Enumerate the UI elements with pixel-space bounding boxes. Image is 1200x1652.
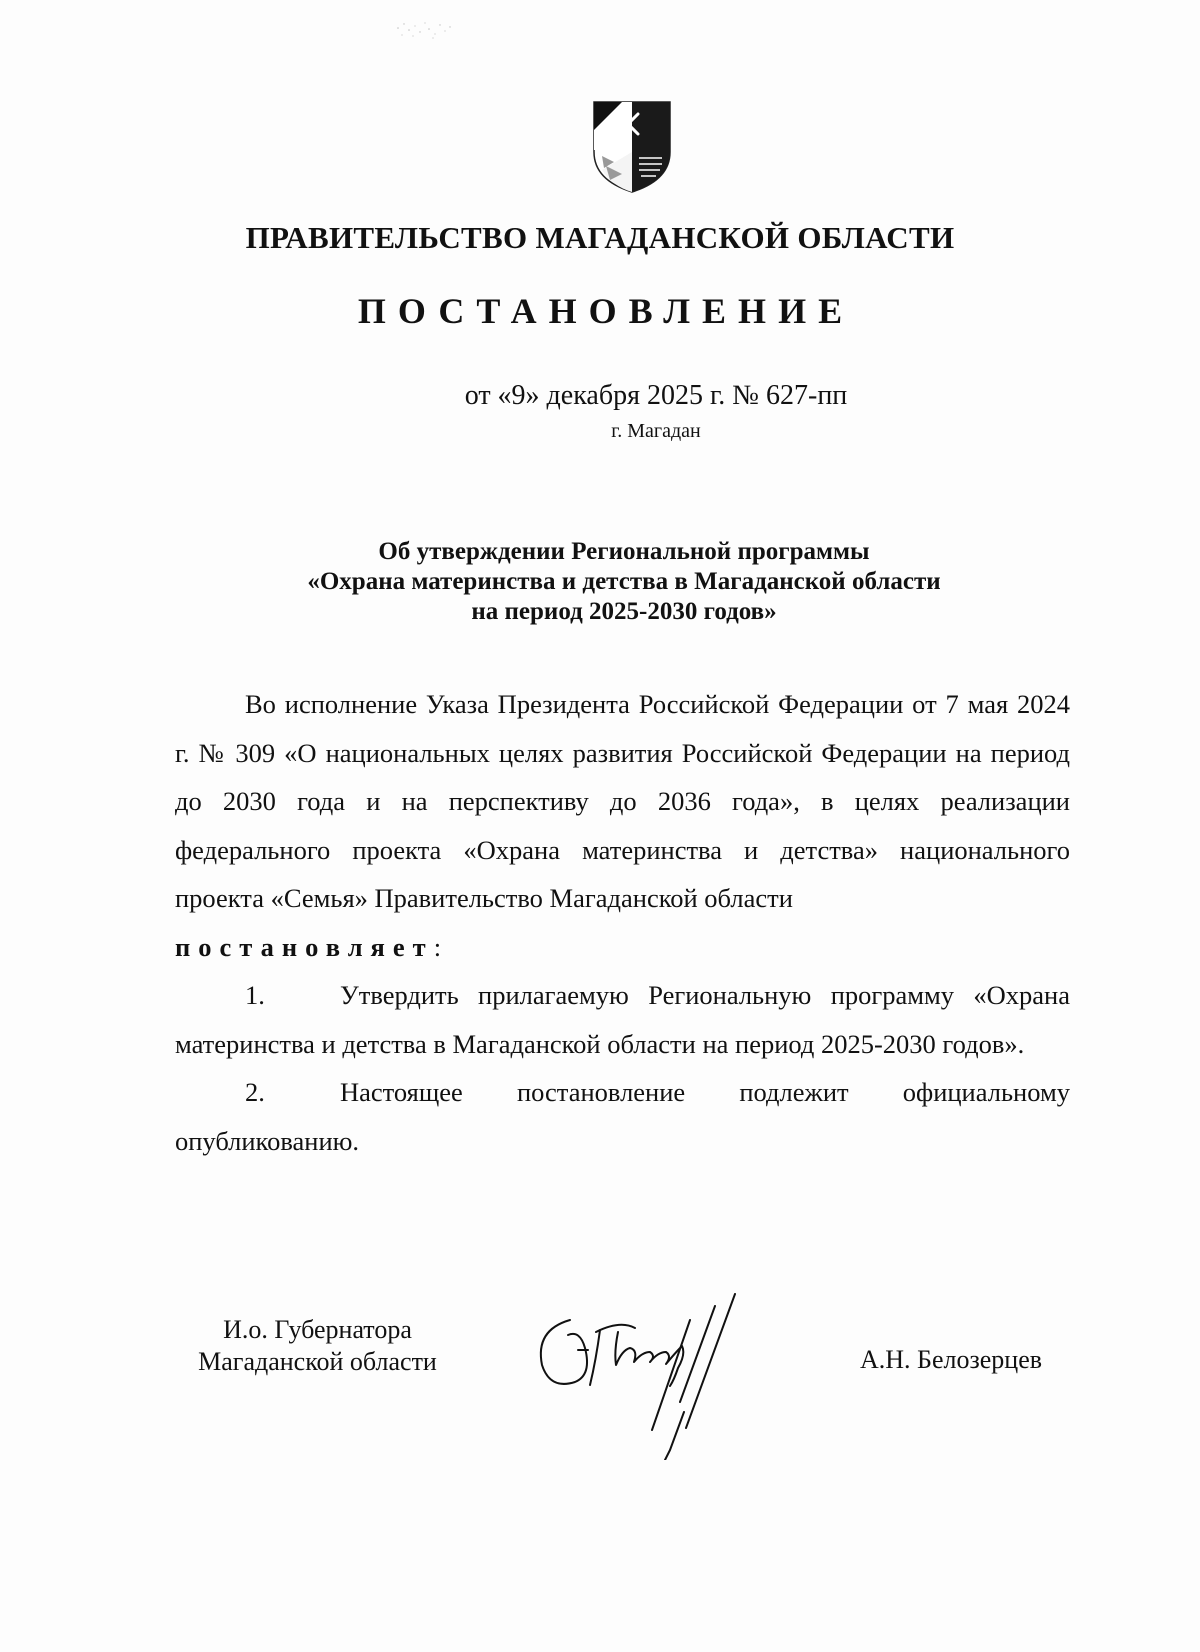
item-number: 1. <box>245 980 265 1010</box>
handwritten-signature-icon <box>530 1290 790 1460</box>
subject-line: «Охрана материнства и детства в Магаданской области <box>307 568 941 595</box>
document-body <box>175 680 1070 1165</box>
document-type: ПОСТАНОВЛЕНИЕ <box>357 291 855 331</box>
document-city: г. Магадан <box>611 420 701 442</box>
scan-noise-icon <box>395 20 455 42</box>
position-line: И.о. Губернатора <box>223 1315 412 1344</box>
government-title: ПРАВИТЕЛЬСТВО МАГАДАНСКОЙ ОБЛАСТИ <box>245 220 955 255</box>
resolution-item <box>175 1068 1070 1165</box>
resolves-paragraph <box>175 923 1070 972</box>
resolves-word: постановляет <box>175 931 434 962</box>
position-line: Магаданской области <box>198 1347 437 1376</box>
resolves-colon: : <box>433 931 442 962</box>
subject-line: на период 2025-2030 годов» <box>471 598 777 625</box>
subject-line: Об утверждении Региональной программы <box>378 538 870 565</box>
resolution-item <box>175 971 1070 1068</box>
item-text: Настоящее постановление подлежит официальному опубликованию. <box>175 1077 1070 1156</box>
item-number: 2. <box>245 1077 265 1107</box>
document-subject <box>0 537 1200 627</box>
signatory-name: А.Н. Белозерцев <box>860 1345 1043 1374</box>
magadan-coat-of-arms-icon <box>592 100 672 194</box>
signatory-position <box>180 1314 455 1378</box>
preamble-paragraph <box>175 680 1070 923</box>
preamble-text: Во исполнение Указа Президента Российской Федерации от 7 мая 2024 г. № 309 «О национальных целях развития Российской Федерации на период до 2030 года и на перспективу до 2036 года», в целях реализации федерального проекта «Охрана материнства и детства» национального проекта «Семья» Правительство Магаданской области <box>175 689 1070 913</box>
item-text: Утвердить прилагаемую Региональную программу «Охрана материнства и детства в Магаданской области на период 2025-2030 годов». <box>175 980 1070 1059</box>
document-date-number: от «9» декабря 2025 г. № 627-пп <box>464 380 848 411</box>
